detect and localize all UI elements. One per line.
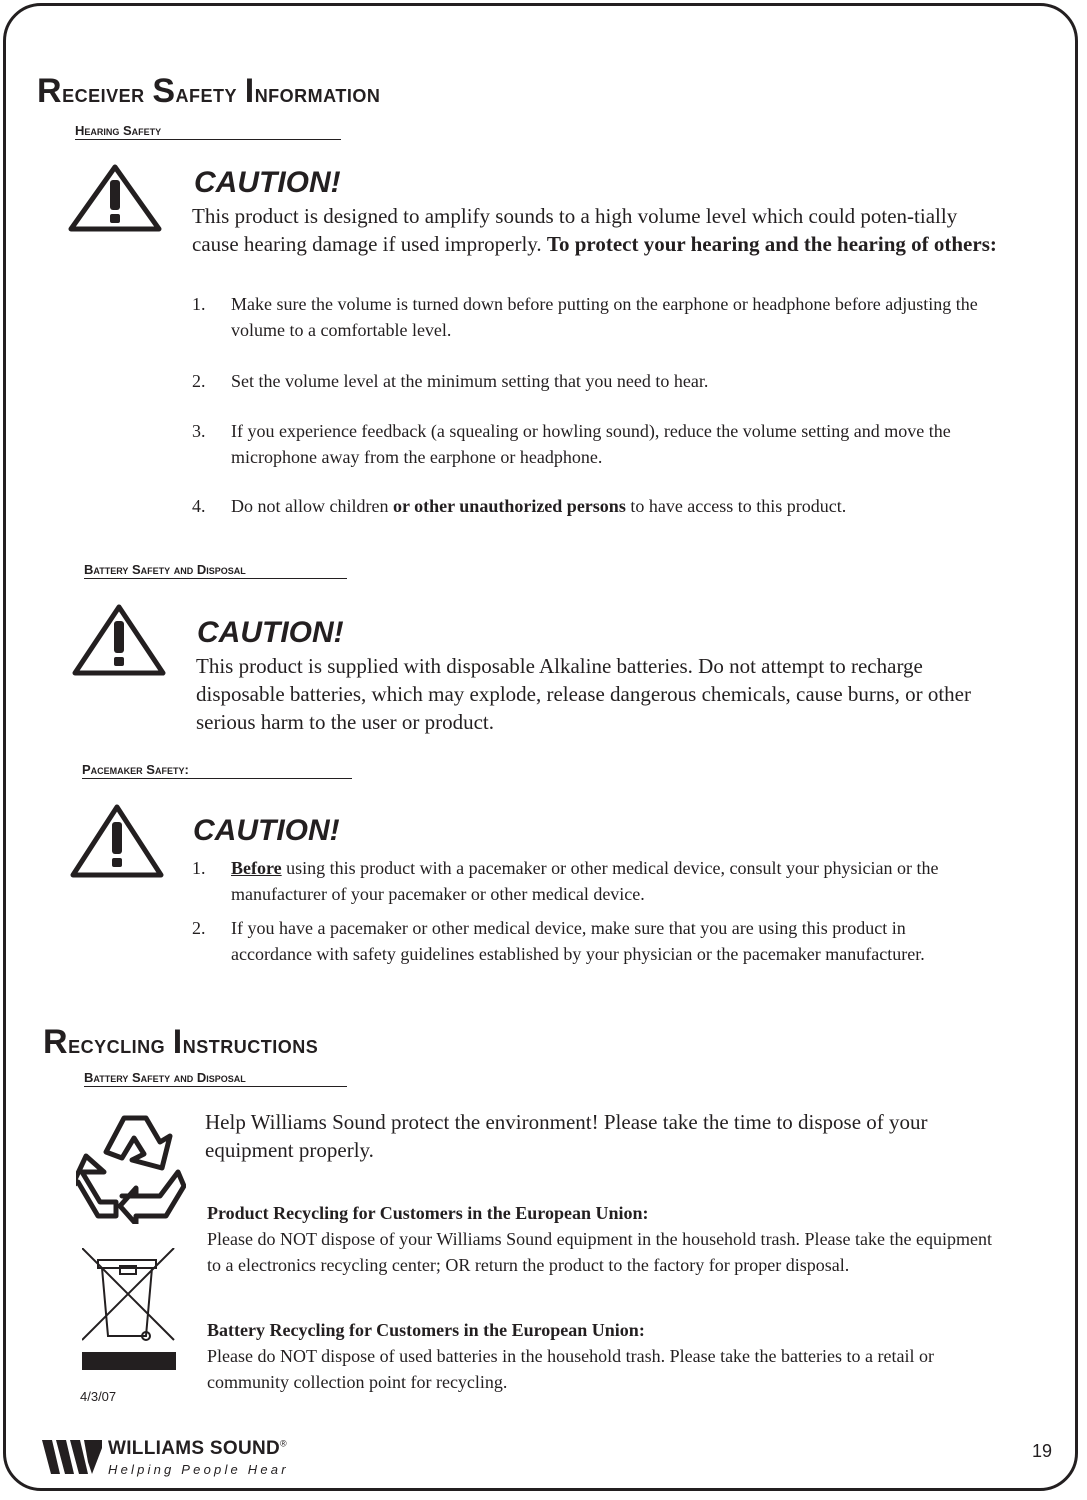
list-item: 1. Before using this product with a pacemaker or other medical device, consult your physician or the manufacturer of your pacemaker or other medical device. (192, 858, 939, 904)
hearing-caution-label: CAUTION! (194, 166, 341, 199)
brand-tagline: Helping People Hear (108, 1462, 289, 1477)
battery-recycling-title: Battery Recycling for Customers in the European Union: (207, 1320, 645, 1340)
warning-triangle-icon (70, 804, 164, 878)
list-item: 3. If you experience feedback (a squealing or howling sound), reduce the volume setting and move the microphone away from the earphone or headphone. (192, 421, 951, 467)
warning-triangle-icon (72, 604, 166, 676)
weee-bin-icon (82, 1248, 176, 1370)
recycle-icon (76, 1112, 186, 1224)
williams-sound-logo-icon (42, 1440, 102, 1474)
product-recycling-title: Product Recycling for Customers in the European Union: (207, 1203, 649, 1223)
battery-caution-label: CAUTION! (197, 616, 344, 649)
battery-recycling-block (207, 1317, 1007, 1395)
recycling-battery-heading: Battery Safety and Disposal (84, 1070, 347, 1087)
product-recycling-block (207, 1200, 997, 1278)
receiver-safety-title: Receiver Safety Information (37, 72, 381, 110)
hearing-safety-heading: Hearing Safety (75, 123, 341, 140)
pacemaker-caution-label: CAUTION! (193, 814, 340, 847)
recycling-intro: Help Williams Sound protect the environment! Please take the time to dispose of your equipment properly. (205, 1110, 928, 1162)
warning-triangle-icon (68, 164, 162, 232)
battery-safety-heading: Battery Safety and Disposal (84, 562, 347, 579)
pacemaker-safety-heading: Pacemaker Safety: (82, 762, 352, 779)
list-item: 4. Do not allow children or other unauthorized persons to have access to this product. (192, 496, 847, 516)
revision-date: 4/3/07 (80, 1389, 117, 1404)
list-item: 1. Make sure the volume is turned down before putting on the earphone or headphone before adjusting the volume to a comfortable level. (192, 294, 978, 340)
page-number: 19 (1032, 1441, 1053, 1461)
list-item: 2. If you have a pacemaker or other medical device, make sure that you are using this product in accordance with safety guidelines established by your physician or the pacemaker manufacturer. (192, 918, 925, 964)
list-item: 2. Set the volume level at the minimum setting that you need to hear. (192, 371, 709, 391)
battery-recycling-text: Please do NOT dispose of used batteries in the household trash. Please take the batteries to a retail or community collection point for recycling. (207, 1346, 934, 1392)
brand-name: WILLIAMS SOUND® (108, 1438, 287, 1459)
hearing-intro: This product is designed to amplify sounds to a high volume level which could poten-tially cause hearing damage if used improperly. To protect your hearing and the hearing of others: (192, 204, 997, 256)
battery-caution-text: This product is supplied with disposable Alkaline batteries. Do not attempt to recharge disposable batteries, which may explode, release dangerous chemicals, cause burns, or other serious harm to the user or product. (196, 654, 971, 734)
recycling-instructions-title: Recycling Instructions (43, 1023, 319, 1061)
product-recycling-text: Please do NOT dispose of your Williams Sound equipment in the household trash. Please take the equipment to a electronics recycling center; OR return the product to the factory for proper disposal. (207, 1229, 992, 1275)
